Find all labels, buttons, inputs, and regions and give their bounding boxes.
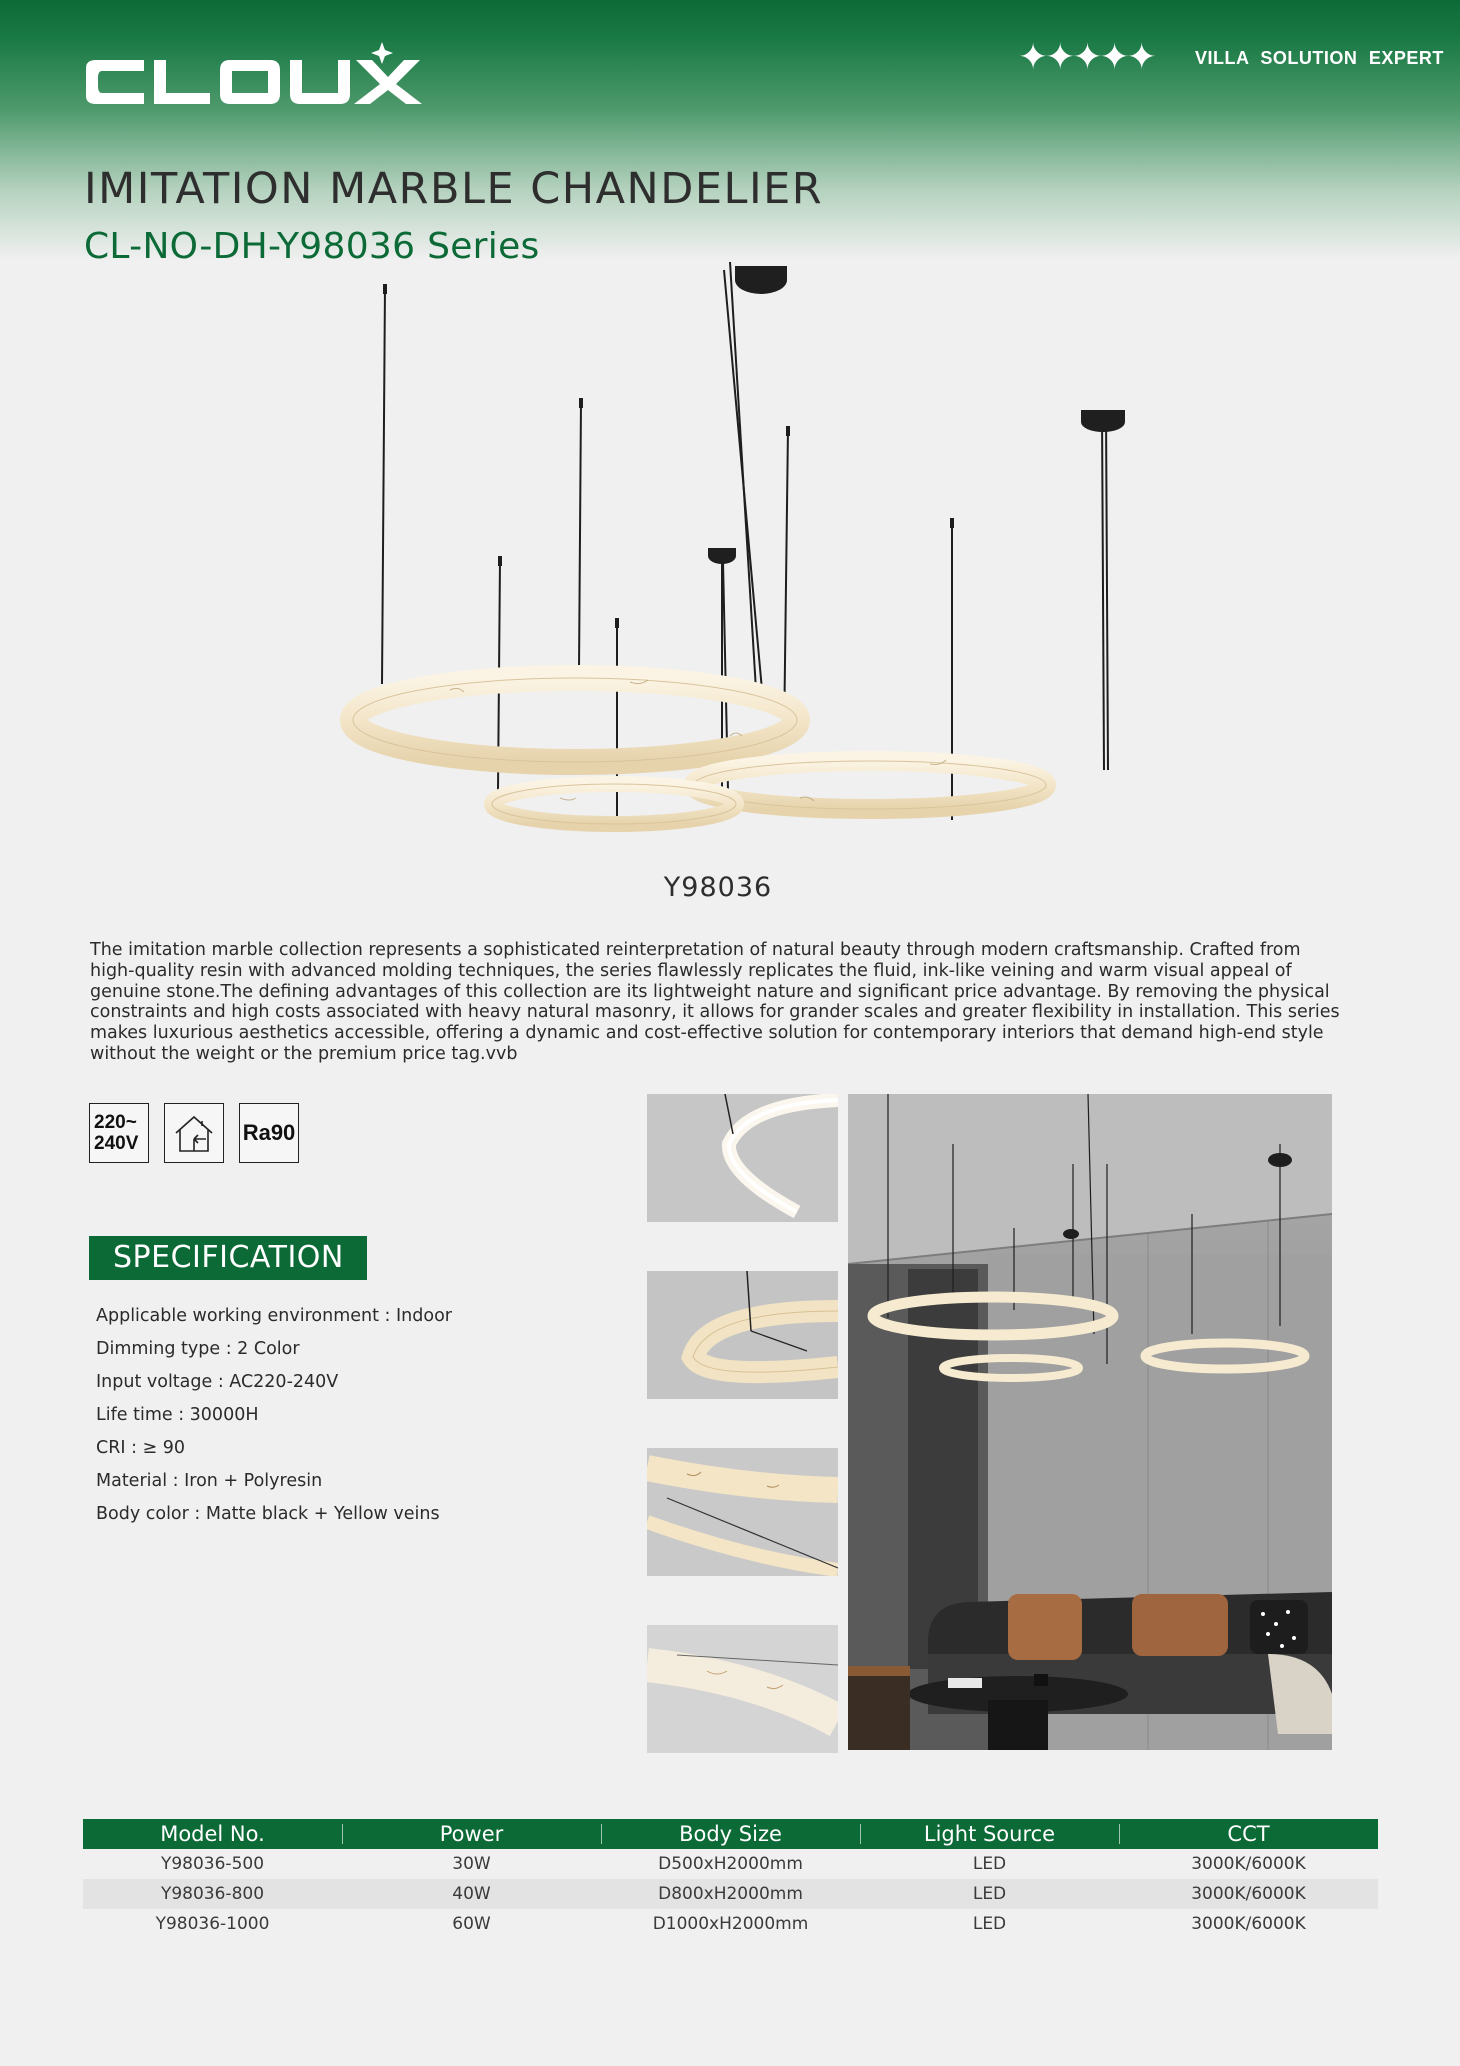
table-cell: 30W	[452, 1854, 491, 1874]
room-scene-photo	[848, 1094, 1332, 1750]
model-table	[83, 1819, 1378, 1939]
spec-item-cri: CRI : ≥ 90	[96, 1438, 186, 1458]
table-cell: LED	[972, 1914, 1007, 1934]
specification-heading: SPECIFICATION	[89, 1236, 367, 1280]
cri-badge: Ra90	[239, 1103, 299, 1163]
table-cell: 40W	[452, 1884, 491, 1904]
table-cell: 3000K/6000K	[1191, 1884, 1306, 1904]
chandelier-hero-image	[330, 250, 1150, 840]
table-row	[83, 1849, 1378, 1879]
tagline: VILLA SOLUTION EXPERT	[1195, 48, 1444, 68]
spec-item-body-color: Body color : Matte black + Yellow veins	[96, 1504, 440, 1524]
table-cell: Y98036-500	[160, 1854, 265, 1874]
table-cell: 3000K/6000K	[1191, 1854, 1306, 1874]
detail-photo-4	[647, 1625, 838, 1753]
cloux-logo	[82, 40, 442, 110]
table-header-cell: Power	[342, 1819, 601, 1849]
series-subtitle: CL-NO-DH-Y98036 Series	[84, 226, 540, 267]
spec-item-material: Material : Iron + Polyresin	[96, 1471, 323, 1491]
table-header-row	[83, 1819, 1378, 1849]
spec-item-voltage: Input voltage : AC220-240V	[96, 1372, 339, 1392]
table-cell: 60W	[452, 1914, 491, 1934]
table-header-cell: Light Source	[860, 1819, 1119, 1849]
table-cell: LED	[972, 1854, 1007, 1874]
detail-photo-2	[647, 1271, 838, 1399]
table-cell: Y98036-1000	[155, 1914, 270, 1934]
table-cell: 3000K/6000K	[1191, 1914, 1306, 1934]
table-cell: D800xH2000mm	[658, 1884, 803, 1904]
page-title: IMITATION MARBLE CHANDELIER	[84, 164, 824, 214]
table-cell: Y98036-800	[160, 1884, 265, 1904]
table-header-cell: Model No.	[160, 1822, 265, 1846]
table-cell: LED	[972, 1884, 1007, 1904]
table-cell: D500xH2000mm	[658, 1854, 803, 1874]
table-row	[83, 1909, 1378, 1939]
model-caption: Y98036	[663, 872, 773, 903]
spec-item-environment: Applicable working environment : Indoor	[96, 1306, 452, 1326]
table-header-cell: Body Size	[601, 1819, 860, 1849]
header-band	[0, 0, 1460, 260]
spec-item-dimming: Dimming type : 2 Color	[96, 1339, 300, 1359]
table-header-cell: CCT	[1119, 1819, 1378, 1849]
detail-photo-1	[647, 1094, 838, 1222]
rating-stars: ✦✦✦✦✦	[1018, 37, 1154, 78]
specification-list	[96, 1300, 452, 1531]
table-row	[83, 1879, 1378, 1909]
table-cell: D1000xH2000mm	[652, 1914, 809, 1934]
detail-photo-3	[647, 1448, 838, 1576]
voltage-badge: 220~ 240V	[89, 1103, 149, 1163]
product-description: The imitation marble collection represents a sophisticated reinterpretation of natural beauty through modern craftsmanship. Crafted from high-quality resin with advanced molding techniques, the series flawlessly replicates the fluid, ink-like veining and warm visual appeal of genuine stone.The defining advantages of this collection are its lightweight nature and significant price advantage. By removing the physical constraints and high costs associated with heavy natural masonry, it allows for grander scales and greater flexibility in installation. This series makes luxurious aesthetics accessible, offering a dynamic and cost-effective solution for contemporary interiors that demand high-end style without the weight or the premium price tag.vvb	[90, 940, 1340, 1064]
spec-item-lifetime: Life time : 30000H	[96, 1405, 259, 1425]
indoor-house-icon	[164, 1103, 224, 1163]
